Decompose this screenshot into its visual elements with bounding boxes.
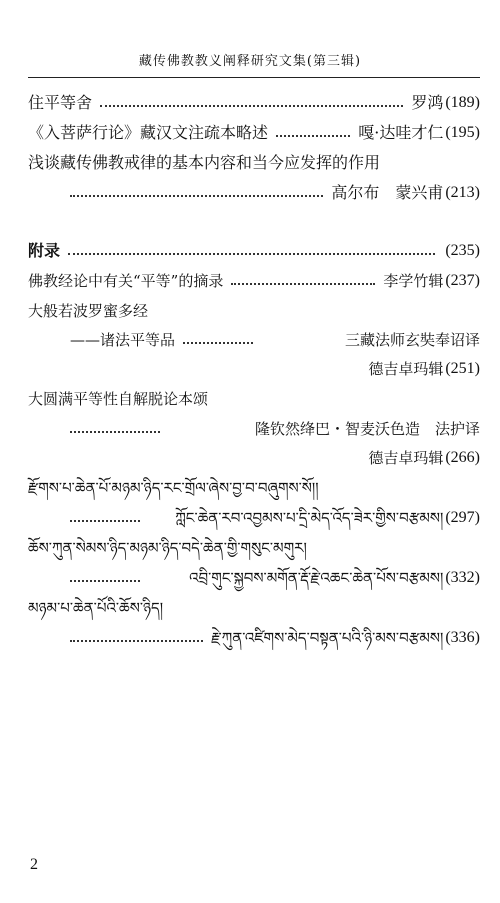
toc-entry-title-line	[28, 299, 480, 323]
toc-entry-title-line	[28, 476, 480, 500]
appendix-title: 附录	[28, 241, 61, 260]
entry-page: (195)	[445, 124, 480, 141]
toc-entry-author-line	[70, 566, 480, 590]
entry-title: མཉམ་པ་ཆེན་པོའི་ཆོས་ཉིད།	[28, 599, 164, 617]
entry-title: 住平等舍	[28, 93, 93, 112]
entry-translator: 三藏法师玄奘奉诏译	[344, 331, 480, 349]
leader-dots	[70, 520, 140, 522]
entry-author: རྗེ་ཀུན་འཛིགས་མེད་བསྟན་པའི་ཉི་མས་བརྩམས།	[211, 629, 444, 647]
leader-dots	[68, 253, 435, 255]
entry-title: 大般若波罗蜜多经	[28, 302, 149, 320]
toc-entry-author-line	[28, 357, 480, 381]
entry-page: (266)	[445, 449, 480, 466]
toc-entry-translator-line	[70, 417, 480, 441]
running-header: 藏传佛教教义阐释研究文集(第三辑)	[138, 54, 362, 69]
entry-author: ཀློང་ཆེན་རབ་འབྱམས་པ་དྲི་མེད་འོད་ཟེར་གྱིས་བརྩམས།	[175, 509, 444, 527]
toc-entry-subtitle-line	[70, 328, 480, 352]
entry-page: (235)	[445, 242, 480, 259]
page-number: 2	[30, 856, 38, 873]
leader-dots	[100, 105, 403, 107]
entry-title: 大圆满平等性自解脱论本颂	[28, 390, 209, 408]
entry-page: (213)	[445, 184, 480, 201]
entry-title: རྫོགས་པ་ཆེན་པོ་མཉམ་ཉིད་རང་གྲོལ་ཞེས་བྱ་བ་བཞུགས་སོ།།	[28, 479, 319, 497]
toc-entry-author-line	[70, 626, 480, 650]
leader-dots	[70, 580, 140, 582]
toc-entry-title-line	[28, 536, 480, 560]
toc-entry-author-line	[70, 181, 480, 205]
entry-page: (332)	[445, 569, 480, 586]
entry-translator: 隆钦然绛巴・智麦沃色造 法护译	[254, 420, 480, 438]
leader-dots	[70, 640, 203, 642]
header-rule	[28, 77, 480, 78]
entry-author: 罗鸿	[411, 93, 444, 112]
entry-title: ཆོས་ཀུན་སེམས་ཉིད་མཉམ་ཉིད་བདེ་ཆེན་གྱི་གསུང་མགུར།	[28, 539, 307, 557]
entry-title: 佛教经论中有关“平等”的摘录	[28, 272, 224, 290]
entry-page: (189)	[445, 94, 480, 111]
entry-page: (237)	[445, 272, 480, 289]
entry-subtitle: ——诸法平等品	[70, 331, 176, 349]
appendix-entry	[28, 239, 480, 263]
leader-dots	[183, 342, 253, 344]
leader-dots	[70, 195, 323, 197]
toc-entry-title-line	[28, 151, 480, 175]
entry-page: (251)	[445, 360, 480, 377]
entry-title: 浅谈藏传佛教戒律的基本内容和当今应发挥的作用	[28, 153, 381, 172]
toc-entry-author-line	[28, 446, 480, 470]
leader-dots	[70, 431, 160, 433]
toc-entry-title-line	[28, 596, 480, 620]
entry-author: 德吉卓玛辑	[368, 449, 444, 467]
entry-title: 《入菩萨行论》藏汉文注疏本略述	[28, 123, 269, 142]
toc-entry-title-line	[28, 387, 480, 411]
entry-page: (297)	[445, 509, 480, 526]
toc-entry	[28, 91, 480, 115]
entry-page: (336)	[445, 629, 480, 646]
entry-author: 德吉卓玛辑	[368, 360, 444, 378]
leader-dots	[231, 283, 375, 285]
entry-author: འབྲི་གུང་སྐྱབས་མགོན་རྡོ་རྗེ་འཆང་ཆེན་པོས་བརྩམས།	[189, 569, 444, 587]
entry-author: 高尔布 蒙兴甫	[331, 183, 444, 202]
entry-author: 李学竹辑	[383, 272, 444, 290]
toc-entry-author-line	[70, 506, 480, 530]
toc-entry	[28, 121, 480, 145]
toc-entry	[28, 269, 480, 293]
entry-author: 嘎·达哇才仁	[358, 123, 444, 142]
leader-dots	[276, 135, 350, 137]
